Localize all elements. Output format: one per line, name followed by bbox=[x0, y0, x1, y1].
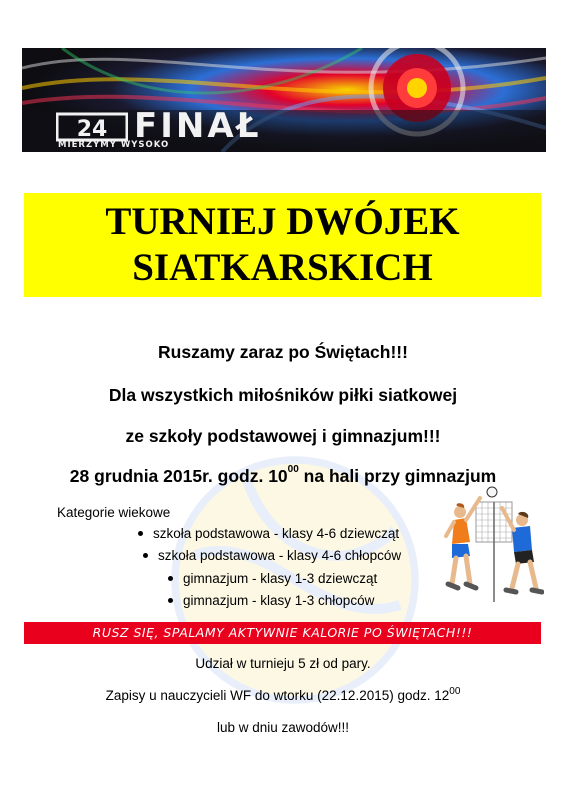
intro-line-1: Ruszamy zaraz po Świętach!!! bbox=[158, 342, 408, 362]
category-label: szkoła podstawowa - klasy 4-6 chłopców bbox=[158, 548, 402, 563]
wosp-banner bbox=[22, 48, 546, 152]
bullet-icon bbox=[168, 598, 173, 603]
bullet-icon bbox=[168, 576, 173, 581]
signup-line bbox=[0, 688, 566, 703]
title-line-2: SIATKARSKICH bbox=[132, 246, 433, 289]
svg-text:24: 24 bbox=[76, 117, 108, 142]
intro-line-2: Dla wszystkich miłośników piłki siatkowej bbox=[108, 385, 458, 405]
banner-final-text: FINAŁ bbox=[134, 106, 262, 146]
event-date-text: 28 grudnia 2015r. godz. 10 bbox=[69, 466, 288, 486]
fee-text: Udział w turnieju 5 zł od pary. bbox=[195, 656, 371, 671]
category-label: gimnazjum - klasy 1-3 dziewcząt bbox=[183, 571, 378, 586]
event-time-minutes: 00 bbox=[287, 464, 299, 475]
signup-line-2: lub w dniu zawodów!!! bbox=[216, 720, 350, 735]
banner-subtitle: MIERZYMY WYSOKO bbox=[58, 140, 170, 150]
title-line-1: TURNIEJ DWÓJEK bbox=[105, 200, 460, 243]
bullet-icon bbox=[143, 553, 148, 558]
category-label: szkoła podstawowa - klasy 4-6 dziewcząt bbox=[153, 526, 400, 541]
slogan-strip bbox=[24, 622, 541, 644]
category-item bbox=[168, 571, 377, 586]
categories-heading: Kategorie wiekowe bbox=[57, 505, 171, 520]
title-box bbox=[24, 193, 541, 297]
banner-24-logo bbox=[56, 110, 128, 144]
event-place-text: na hali przy gimnazjum bbox=[298, 466, 497, 486]
signup-text: Zapisy u nauczycieli WF do wtorku (22.12.2015) godz. 12 bbox=[105, 688, 450, 703]
category-label: gimnazjum - klasy 1-3 chłopców bbox=[183, 593, 375, 608]
signup-time-minutes: 00 bbox=[449, 686, 461, 697]
volleyball-players-illustration bbox=[440, 484, 544, 604]
slogan-text: RUSZ SIĘ, SPALAMY AKTYWNIE KALORIE PO ŚWIĘTACH!!! bbox=[92, 625, 473, 640]
category-item bbox=[143, 548, 401, 563]
bullet-icon bbox=[138, 531, 143, 536]
category-item bbox=[168, 593, 374, 608]
intro-line-3: ze szkoły podstawowej i gimnazjum!!! bbox=[125, 426, 441, 446]
category-item bbox=[138, 526, 399, 541]
